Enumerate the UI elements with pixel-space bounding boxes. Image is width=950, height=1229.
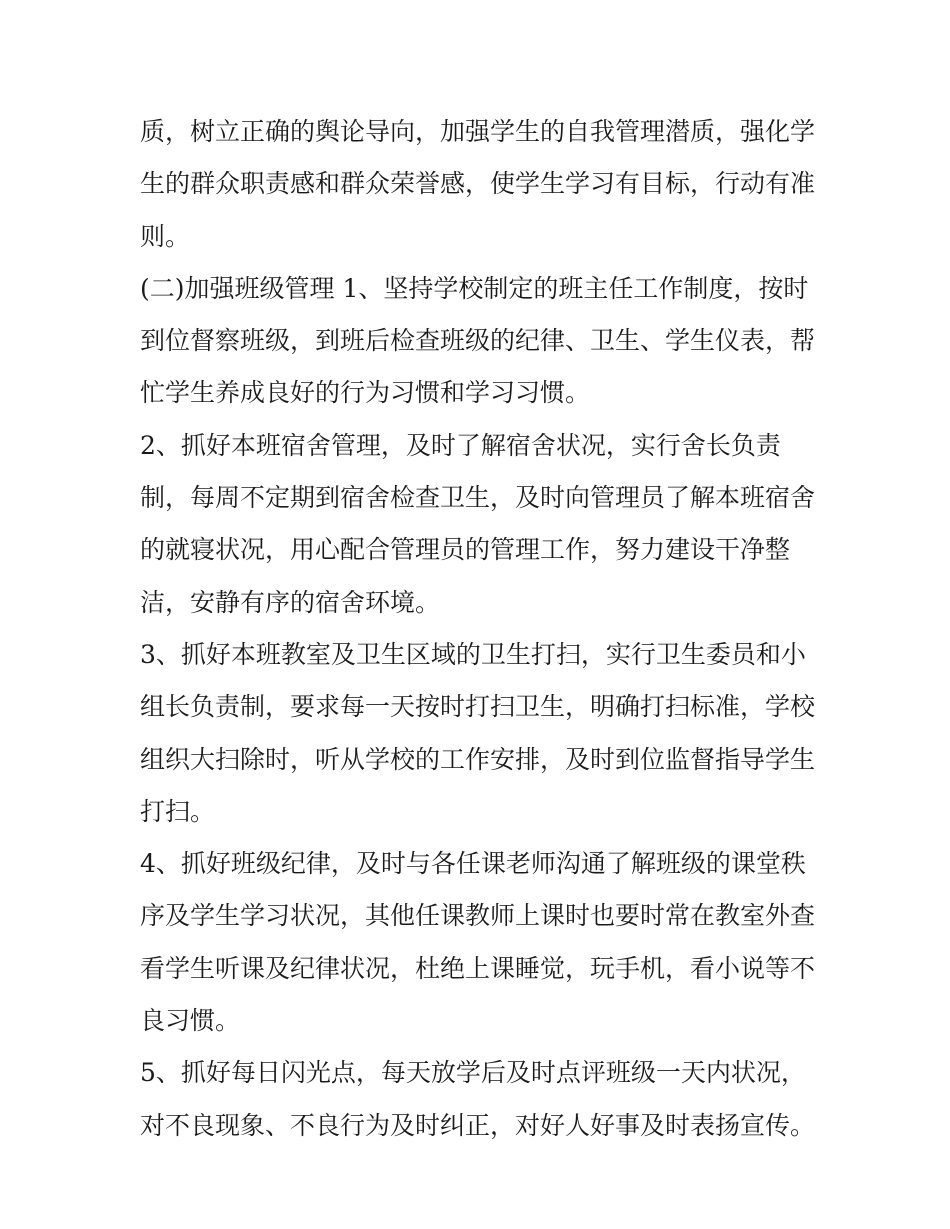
text-line: 生的群众职责感和群众荣誉感，使学生学习有目标，行动有准	[140, 169, 816, 199]
text-line: 则。	[140, 221, 191, 251]
text-line: 5、抓好每日闪光点，每天放学后及时点评班级一天内状况，	[140, 1058, 806, 1088]
text-line: 对不良现象、不良行为及时纠正，对好人好事及时表扬宣传。	[140, 1110, 816, 1140]
text-line: 2、抓好本班宿舍管理，及时了解宿舍状况，实行舍长负责	[140, 430, 781, 460]
text-line: 到位督察班级，到班后检查班级的纪律、卫生、学生仪表，帮	[140, 326, 816, 356]
text-line: (二)加强班级管理 1、坚持学校制定的班主任工作制度，按时	[140, 273, 809, 303]
text-line: 洁，安静有序的宿舍环境。	[140, 587, 441, 617]
text-line: 的就寝状况，用心配合管理员的管理工作，努力建设干净整	[140, 535, 791, 565]
text-line: 忙学生养成良好的行为习惯和学习习惯。	[140, 378, 591, 408]
text-line: 组织大扫除时，听从学校的工作安排，及时到位监督指导学生	[140, 744, 816, 774]
text-line: 3、抓好本班教室及卫生区域的卫生打扫，实行卫生委员和小	[140, 639, 806, 669]
text-line: 序及学生学习状况，其他任课教师上课时也要时常在教室外查	[140, 901, 816, 931]
text-line: 看学生听课及纪律状况，杜绝上课睡觉，玩手机，看小说等不	[140, 953, 816, 983]
text-line: 打扫。	[140, 796, 216, 826]
text-line: 质，树立正确的舆论导向，加强学生的自我管理潜质，强化学	[140, 117, 816, 146]
text-line: 组长负责制，要求每一天按时打扫卫生，明确打扫标准，学校	[140, 692, 816, 722]
text-line: 制，每周不定期到宿舍检查卫生，及时向管理员了解本班宿舍	[140, 483, 816, 513]
text-line: 良习惯。	[140, 1006, 241, 1036]
text-line: 4、抓好班级纪律，及时与各任课老师沟通了解班级的课堂秩	[140, 849, 806, 879]
document-body	[140, 106, 820, 1152]
